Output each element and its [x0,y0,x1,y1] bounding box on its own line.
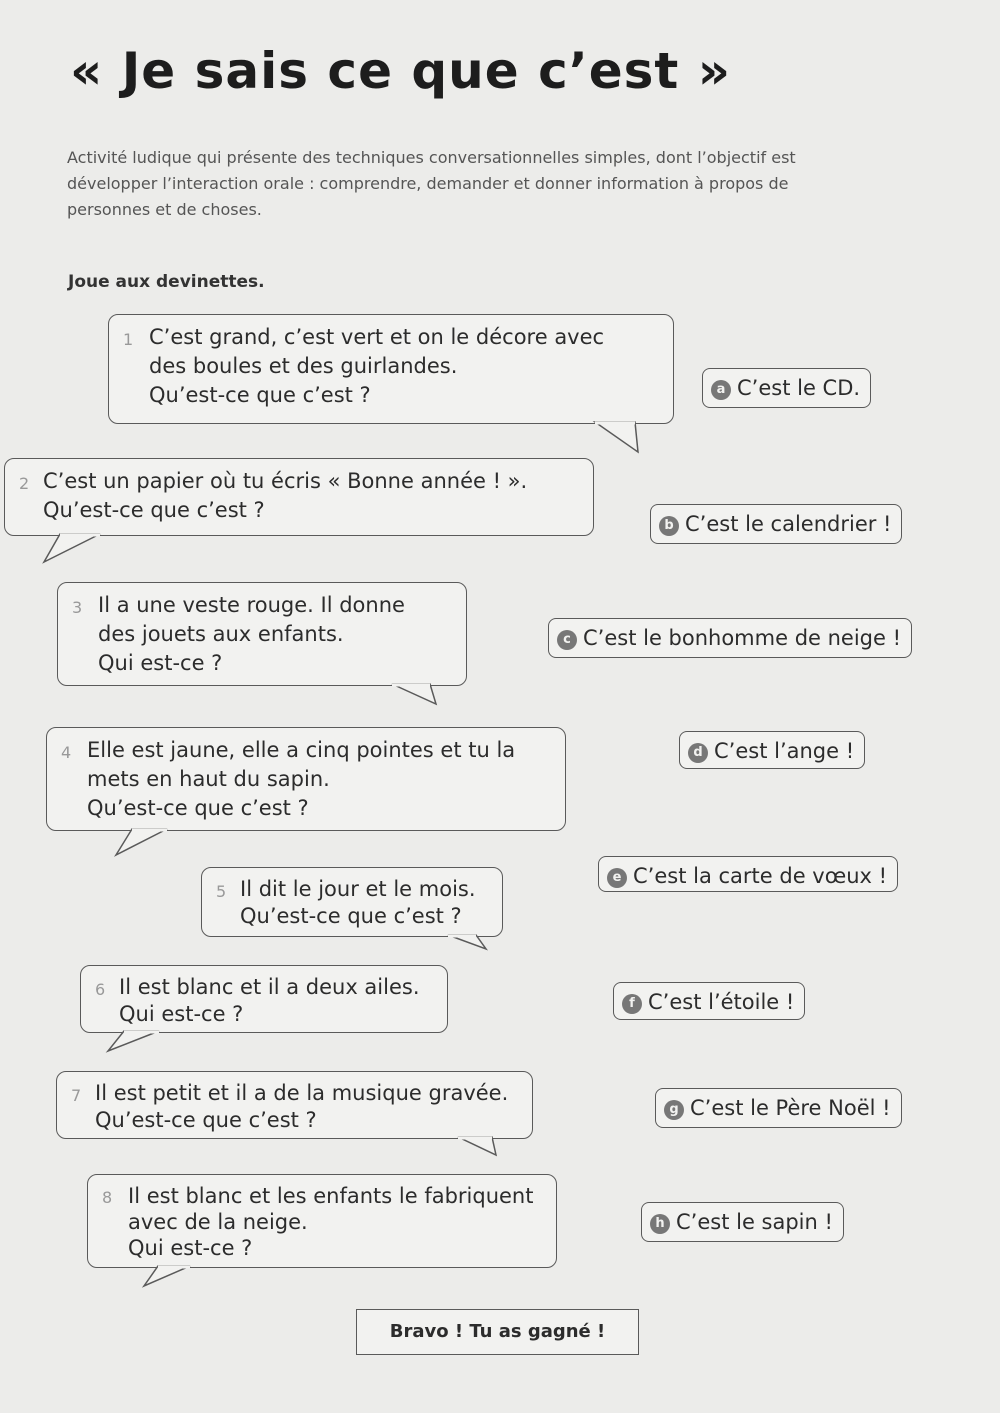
riddle-bubble-2 [4,458,594,536]
letter-badge-icon: f [622,994,642,1014]
riddle-text-line: C’est un papier où tu écris « Bonne année ! ». [43,469,528,493]
riddle-text-line: Il dit le jour et le mois. [240,877,476,901]
bubble-tail [112,827,172,859]
answer-text: C’est le bonhomme de neige ! [583,626,902,650]
riddle-number: 2 [19,474,30,493]
riddle-text-line: Qu’est-ce que c’est ? [43,498,265,522]
answer-text: C’est l’ange ! [714,739,855,763]
riddle-bubble-3 [57,582,467,686]
riddle-number: 8 [102,1188,113,1207]
riddle-text-line: mets en haut du sapin. [87,767,330,791]
answer-option-d[interactable] [679,731,865,769]
answer-text: C’est le CD. [737,376,861,400]
riddle-number: 1 [123,330,134,349]
answer-text: C’est la carte de vœux ! [633,864,888,888]
bubble-tail [446,933,496,953]
answer-option-g[interactable] [655,1088,902,1128]
answer-text: C’est le Père Noël ! [690,1096,891,1120]
riddle-bubble-1 [108,314,674,424]
answer-option-e[interactable] [598,856,898,892]
intro-paragraph: Activité ludique qui présente des techniques conversationnelles simples, dont l’objectif est développer l’interaction orale : comprendre, demander et donner information à propos de personnes et de choses. [67,148,796,219]
instruction: Joue aux devinettes. [68,272,265,292]
riddle-number: 6 [95,980,106,999]
answer-text: C’est le sapin ! [676,1210,833,1234]
riddle-text-line: Il a une veste rouge. Il donne [98,593,405,617]
letter-badge-icon: h [650,1214,670,1234]
riddle-text-line: Qu’est-ce que c’est ? [87,796,309,820]
bravo-button[interactable]: Bravo ! Tu as gagné ! [356,1309,639,1355]
riddle-text-line: Il est blanc et les enfants le fabriquent [128,1184,534,1208]
riddle-text-line: des boules et des guirlandes. [149,354,458,378]
answer-option-f[interactable] [613,982,805,1020]
answer-option-c[interactable] [548,618,912,658]
riddle-bubble-5 [201,867,503,937]
answer-text: C’est l’étoile ! [648,990,795,1014]
letter-badge-icon: a [711,380,731,400]
riddle-text-line: des jouets aux enfants. [98,622,344,646]
answer-option-a[interactable] [702,368,871,408]
letter-badge-icon: c [557,630,577,650]
riddle-text-line: Qui est-ce ? [128,1236,253,1260]
letter-badge-icon: g [664,1100,684,1120]
riddle-text-line: Il est blanc et il a deux ailes. [119,975,420,999]
riddle-text-line: Qu’est-ce que c’est ? [240,904,462,928]
riddle-text-line: Qui est-ce ? [98,651,223,675]
riddle-number: 4 [61,743,72,762]
bubble-tail [40,532,110,566]
bubble-tail [456,1135,506,1159]
riddle-text-line: Il est petit et il a de la musique gravée. [95,1081,509,1105]
page-title: « Je sais ce que c’est » [70,42,732,100]
riddle-bubble-6 [80,965,448,1033]
riddle-bubble-4 [46,727,566,831]
riddle-number: 5 [216,882,227,901]
riddle-text-line: C’est grand, c’est vert et on le décore avec [149,325,605,349]
riddle-text-line: Qu’est-ce que c’est ? [149,383,371,407]
answer-option-b[interactable] [650,504,902,544]
riddle-number: 7 [71,1086,82,1105]
riddle-bubble-8 [87,1174,557,1268]
riddle-number: 3 [72,598,83,617]
letter-badge-icon: e [607,868,627,888]
bubble-tail [390,682,450,708]
answer-text: C’est le calendrier ! [685,512,892,536]
bubble-tail [590,420,650,456]
answer-option-h[interactable] [641,1202,844,1242]
letter-badge-icon: d [688,743,708,763]
letter-badge-icon: b [659,516,679,536]
riddle-text-line: Elle est jaune, elle a cinq pointes et tu la [87,738,516,762]
riddle-text-line: Qui est-ce ? [119,1002,244,1026]
bubble-tail [140,1264,200,1290]
riddle-text-line: Qu’est-ce que c’est ? [95,1108,317,1132]
riddle-text-line: avec de la neige. [128,1210,308,1234]
bubble-tail [104,1029,164,1055]
riddle-bubble-7 [56,1071,533,1139]
